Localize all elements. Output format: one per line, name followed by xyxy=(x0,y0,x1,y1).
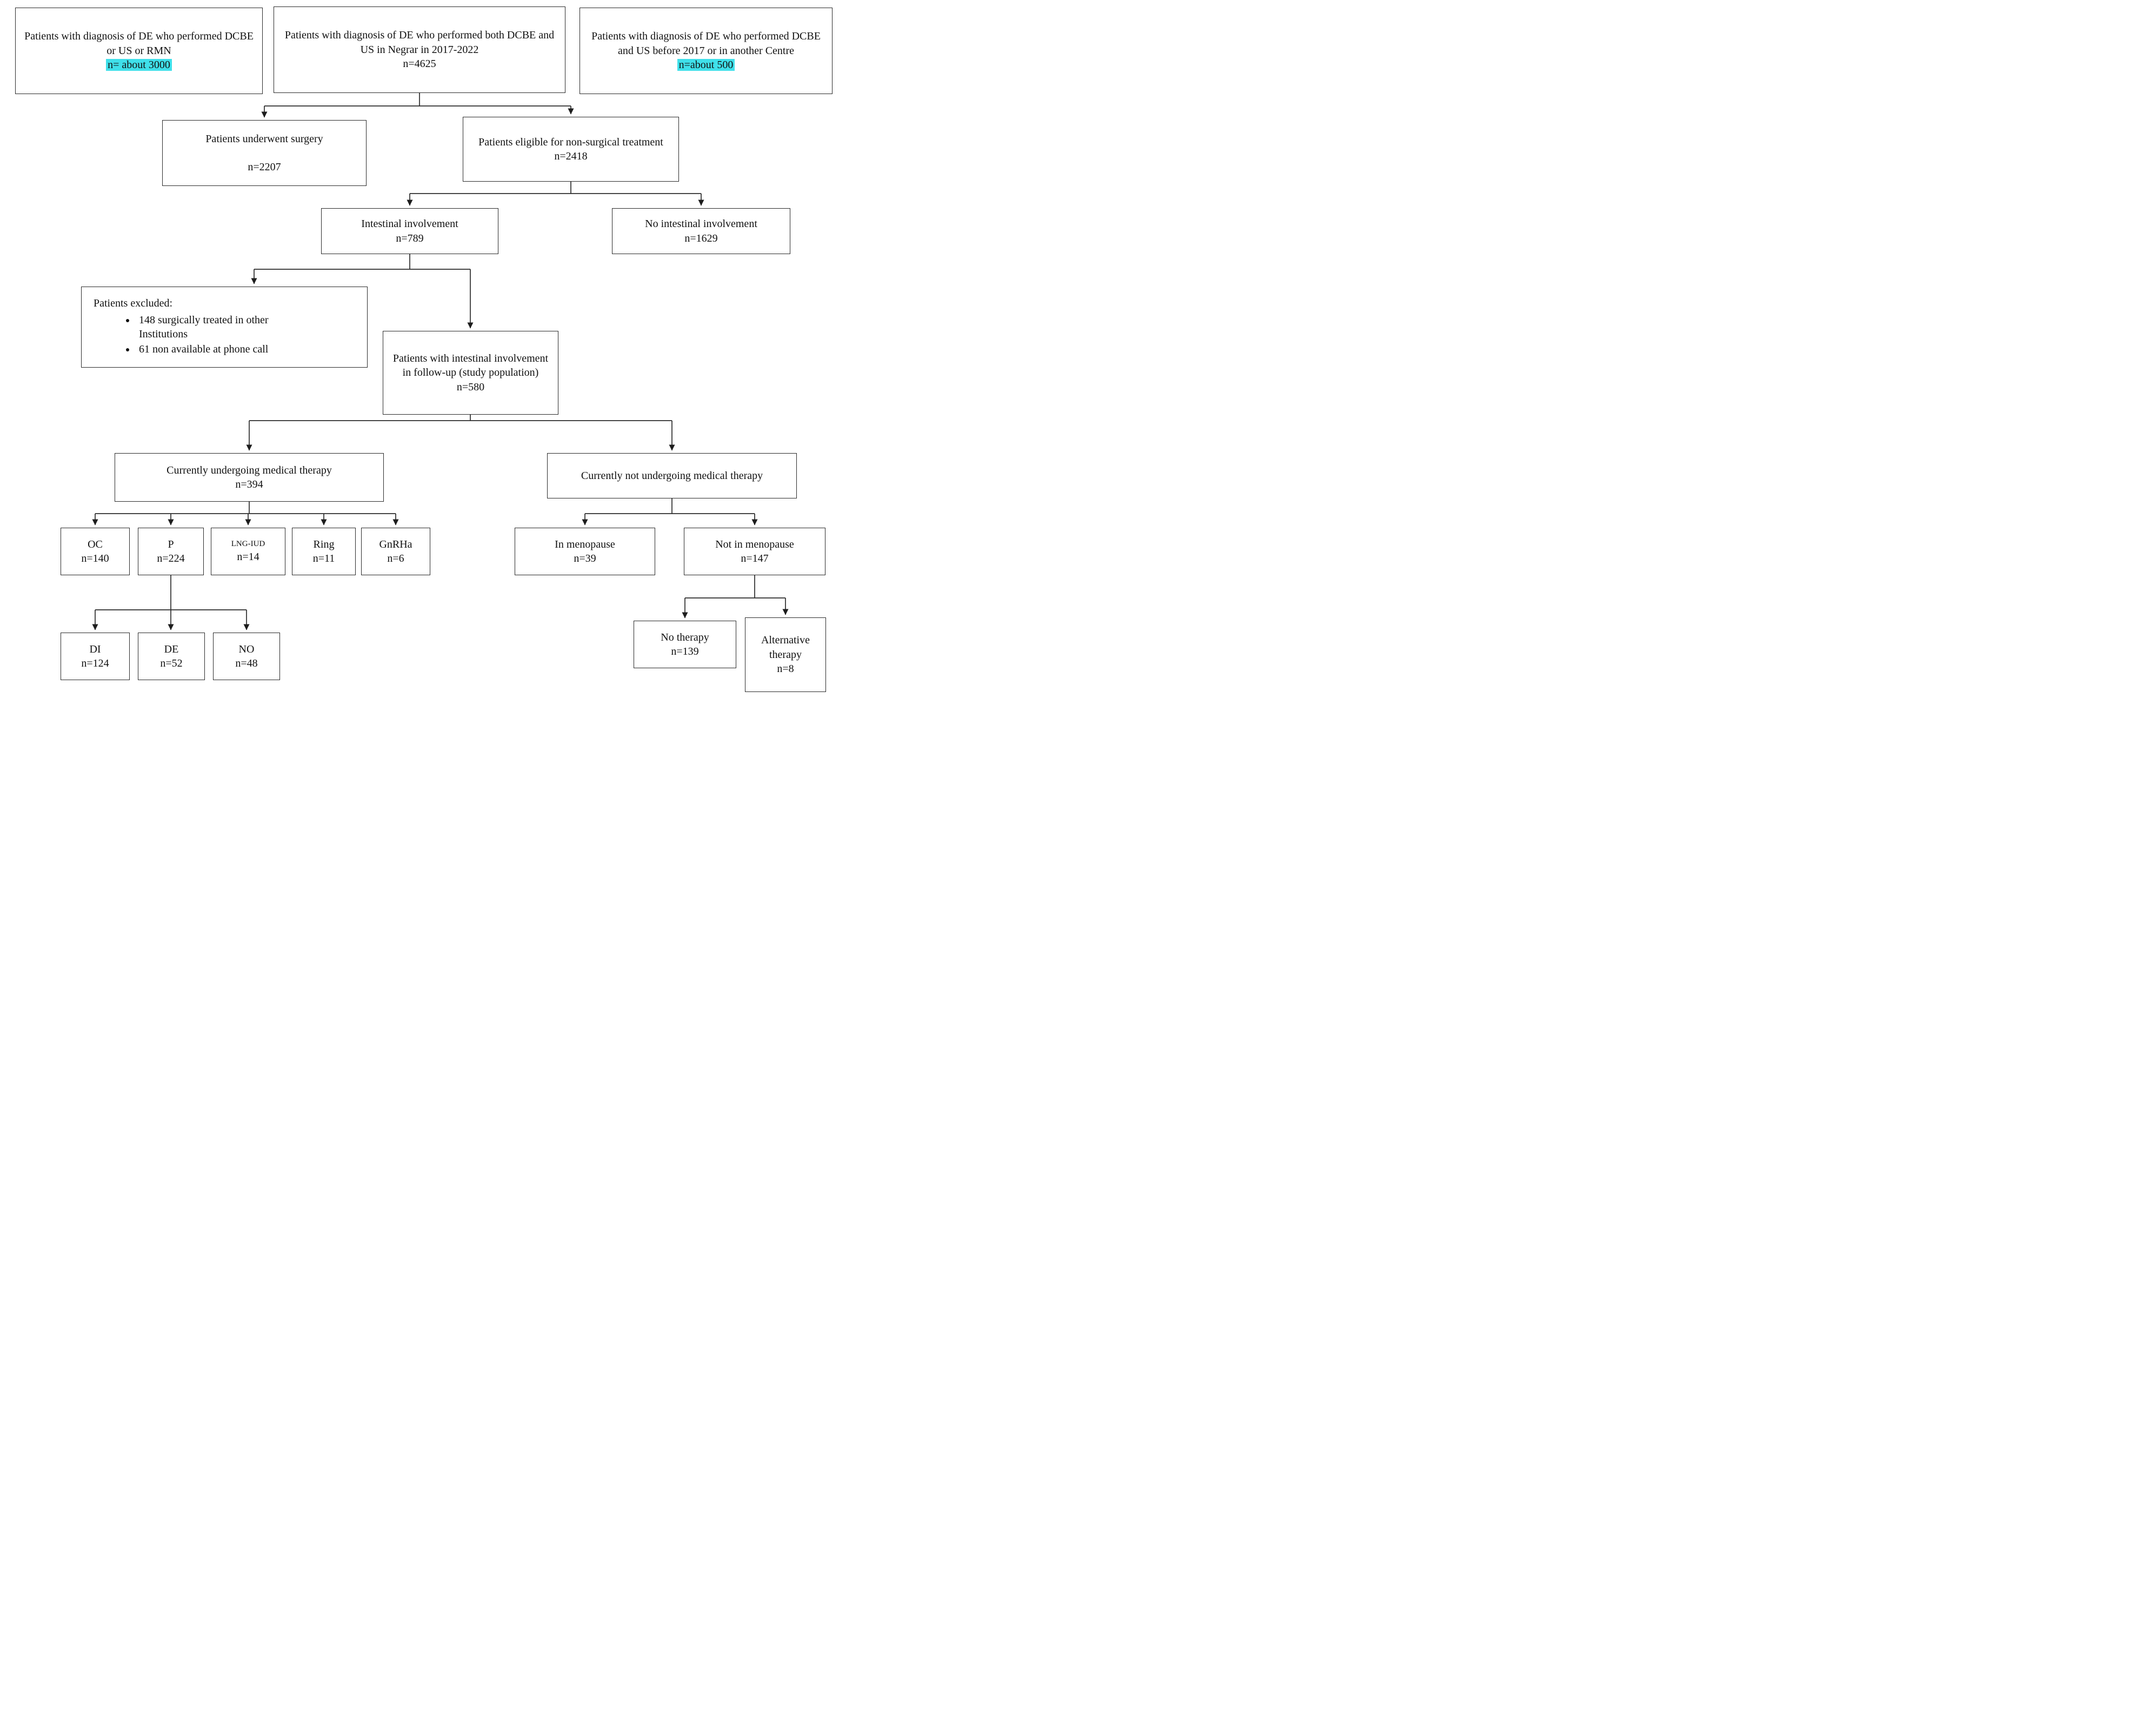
node-text: Patients with diagnosis of DE who performed DCBE or US or RMN xyxy=(24,30,254,57)
node-surgery xyxy=(162,120,367,186)
node-diagnosis-other-exam xyxy=(15,8,263,94)
node-count: n=224 xyxy=(157,553,185,564)
node-no xyxy=(213,633,280,680)
node-text: Currently not undergoing medical therapy xyxy=(581,469,763,482)
node-text: DE xyxy=(164,643,179,655)
node-lng-iud xyxy=(211,528,285,575)
node-count: n=8 xyxy=(777,663,794,675)
node-medical-therapy xyxy=(115,453,384,502)
node-count: n=6 xyxy=(387,553,404,564)
node-count: n=11 xyxy=(312,553,335,564)
node-count-highlighted: n= about 3000 xyxy=(106,59,172,71)
node-text: LNG-IUD xyxy=(231,539,265,548)
node-gnrha xyxy=(361,528,430,575)
node-ring xyxy=(292,528,356,575)
excluded-item: • 61 non available at phone call xyxy=(136,342,317,356)
node-text: Ring xyxy=(313,538,335,550)
node-count: n=124 xyxy=(81,657,109,669)
node-text: Alternative therapy xyxy=(761,634,810,661)
node-count: n=580 xyxy=(456,381,485,393)
node-text: No intestinal involvement xyxy=(645,218,757,230)
node-de xyxy=(138,633,205,680)
node-text: Currently undergoing medical therapy xyxy=(167,464,332,476)
node-count-highlighted: n=about 500 xyxy=(677,59,735,71)
node-no-medical-therapy xyxy=(547,453,797,498)
node-in-menopause xyxy=(515,528,655,575)
node-count: n=39 xyxy=(574,553,596,564)
node-di xyxy=(61,633,130,680)
node-count: n=147 xyxy=(741,553,769,564)
node-count: n=48 xyxy=(235,657,258,669)
node-non-surgical xyxy=(463,117,679,182)
node-text: OC xyxy=(88,538,103,550)
node-text: Patients with diagnosis of DE who performed DCBE and US before 2017 or in another Centre xyxy=(591,30,821,57)
node-count: n=52 xyxy=(160,657,183,669)
node-count: n=1629 xyxy=(684,232,718,244)
node-text: NO xyxy=(238,643,255,655)
node-no-therapy xyxy=(634,621,736,668)
node-count: n=139 xyxy=(671,646,699,657)
node-text: Patients eligible for non-surgical treatment xyxy=(478,136,663,148)
node-diagnosis-negrar xyxy=(274,6,565,93)
node-text: Patients with intestinal involvement in follow-up (study population) xyxy=(392,352,549,379)
node-count: n=14 xyxy=(237,550,259,563)
node-count: n=140 xyxy=(81,553,109,564)
node-count: n=394 xyxy=(235,478,263,490)
node-count: n=789 xyxy=(396,232,424,244)
node-text: In menopause xyxy=(555,538,615,550)
node-not-in-menopause xyxy=(684,528,825,575)
node-text: Patients underwent surgery xyxy=(205,132,323,145)
node-no-intestinal xyxy=(612,208,790,254)
node-text: Not in menopause xyxy=(715,538,794,550)
node-count: n=2418 xyxy=(554,150,588,162)
node-text: No therapy xyxy=(661,631,709,643)
node-text: Intestinal involvement xyxy=(361,218,458,230)
node-diagnosis-before-2017 xyxy=(580,8,833,94)
node-intestinal xyxy=(321,208,498,254)
node-text: GnRHa xyxy=(379,538,412,550)
node-title: Patients excluded: xyxy=(94,297,173,310)
node-study-population xyxy=(383,331,558,415)
node-count: n=2207 xyxy=(248,161,281,173)
flow-diagram xyxy=(0,0,853,695)
excluded-item: • 148 surgically treated in other Institutions xyxy=(136,313,317,342)
node-p xyxy=(138,528,204,575)
node-text: Patients with diagnosis of DE who performed both DCBE and US in Negrar in 2017-2022 xyxy=(284,29,555,56)
excluded-list xyxy=(94,313,317,358)
node-text: P xyxy=(168,538,174,550)
node-excluded xyxy=(81,287,368,368)
node-text: DI xyxy=(89,643,101,655)
node-alternative-therapy xyxy=(745,617,826,692)
node-oc xyxy=(61,528,130,575)
node-count: n=4625 xyxy=(403,58,436,70)
